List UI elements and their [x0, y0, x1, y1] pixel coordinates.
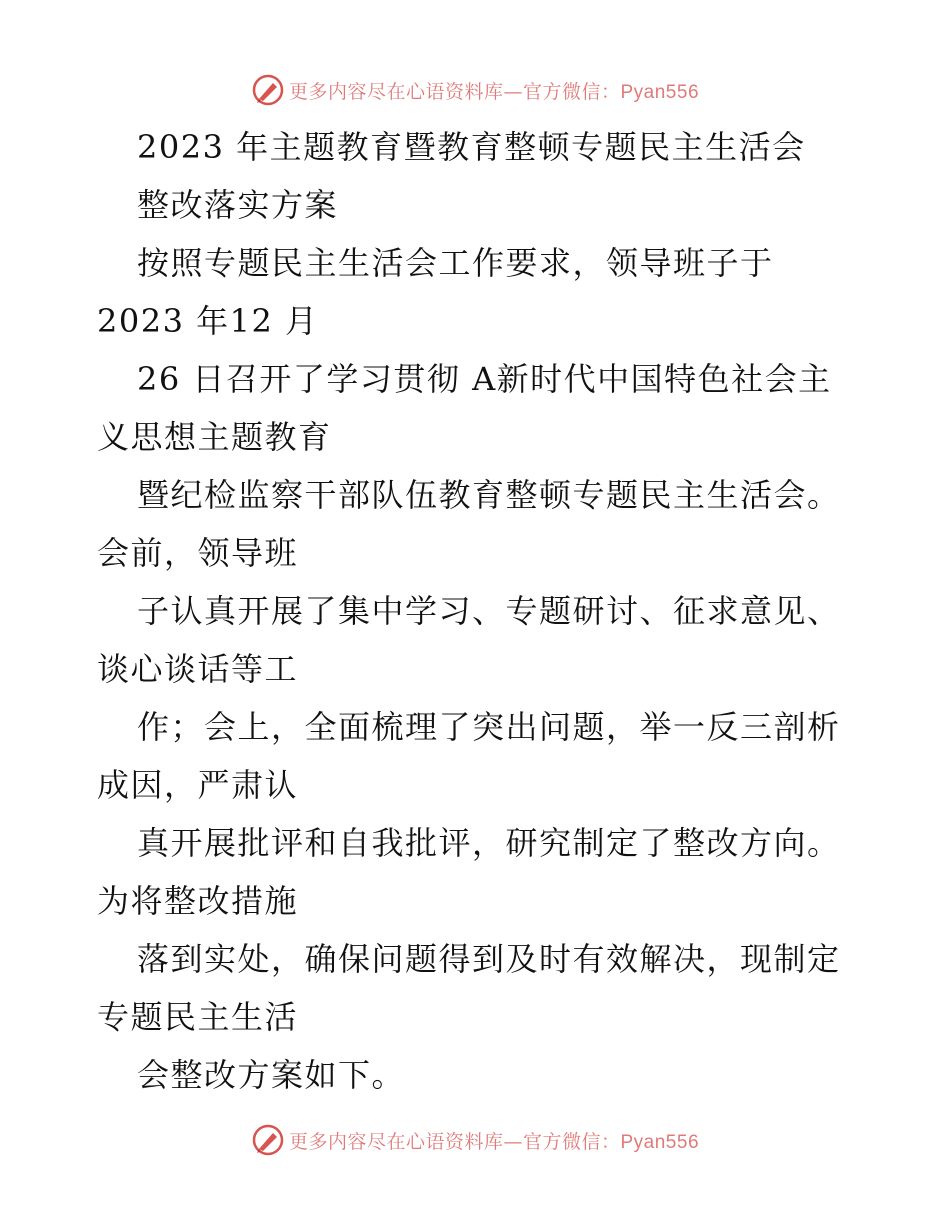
text-line: 会整改方案如下。: [137, 1056, 406, 1094]
text-line: 落到实处，确保问题得到及时有效解决，现制定: [137, 940, 841, 978]
banner-text: 更多内容尽在心语资料库—官方微信：Pyan556: [288, 80, 700, 103]
text-line: 谈心谈话等工: [97, 650, 299, 688]
text-line: 成因，严肃认: [97, 766, 299, 804]
wechat-id: Pyan556: [620, 81, 700, 103]
wechat-id: Pyan556: [620, 1131, 700, 1153]
text-line: 2023 年12 月: [97, 302, 319, 340]
banner-text: 更多内容尽在心语资料库—官方微信：Pyan556: [288, 1130, 700, 1153]
text-line: 按照专题民主生活会工作要求，领导班子于: [137, 244, 774, 282]
text-line: 会前，领导班: [97, 534, 299, 572]
header-banner: [0, 70, 950, 110]
footer-banner: [0, 1120, 950, 1160]
text-line: 为将整改措施: [97, 882, 299, 920]
pen-logo-icon: [251, 73, 285, 107]
text-line: 子认真开展了集中学习、专题研讨、征求意见、: [137, 592, 841, 630]
text-line: 26 日召开了学习贯彻 A新时代中国特色社会主: [137, 360, 832, 398]
pen-logo-icon: [251, 1123, 285, 1157]
text-line: 2023 年主题教育暨教育整顿专题民主生活会: [137, 128, 806, 166]
text-line: 义思想主题教育: [97, 418, 332, 456]
text-line: 作；会上，全面梳理了突出问题，举一反三剖析: [137, 708, 841, 746]
document-body: [97, 118, 867, 1104]
text-line: 暨纪检监察干部队伍教育整顿专题民主生活会。: [137, 476, 841, 514]
text-line: 整改落实方案: [137, 186, 339, 224]
text-line: 专题民主生活: [97, 998, 299, 1036]
text-line: 真开展批评和自我批评，研究制定了整改方向。: [137, 824, 841, 862]
